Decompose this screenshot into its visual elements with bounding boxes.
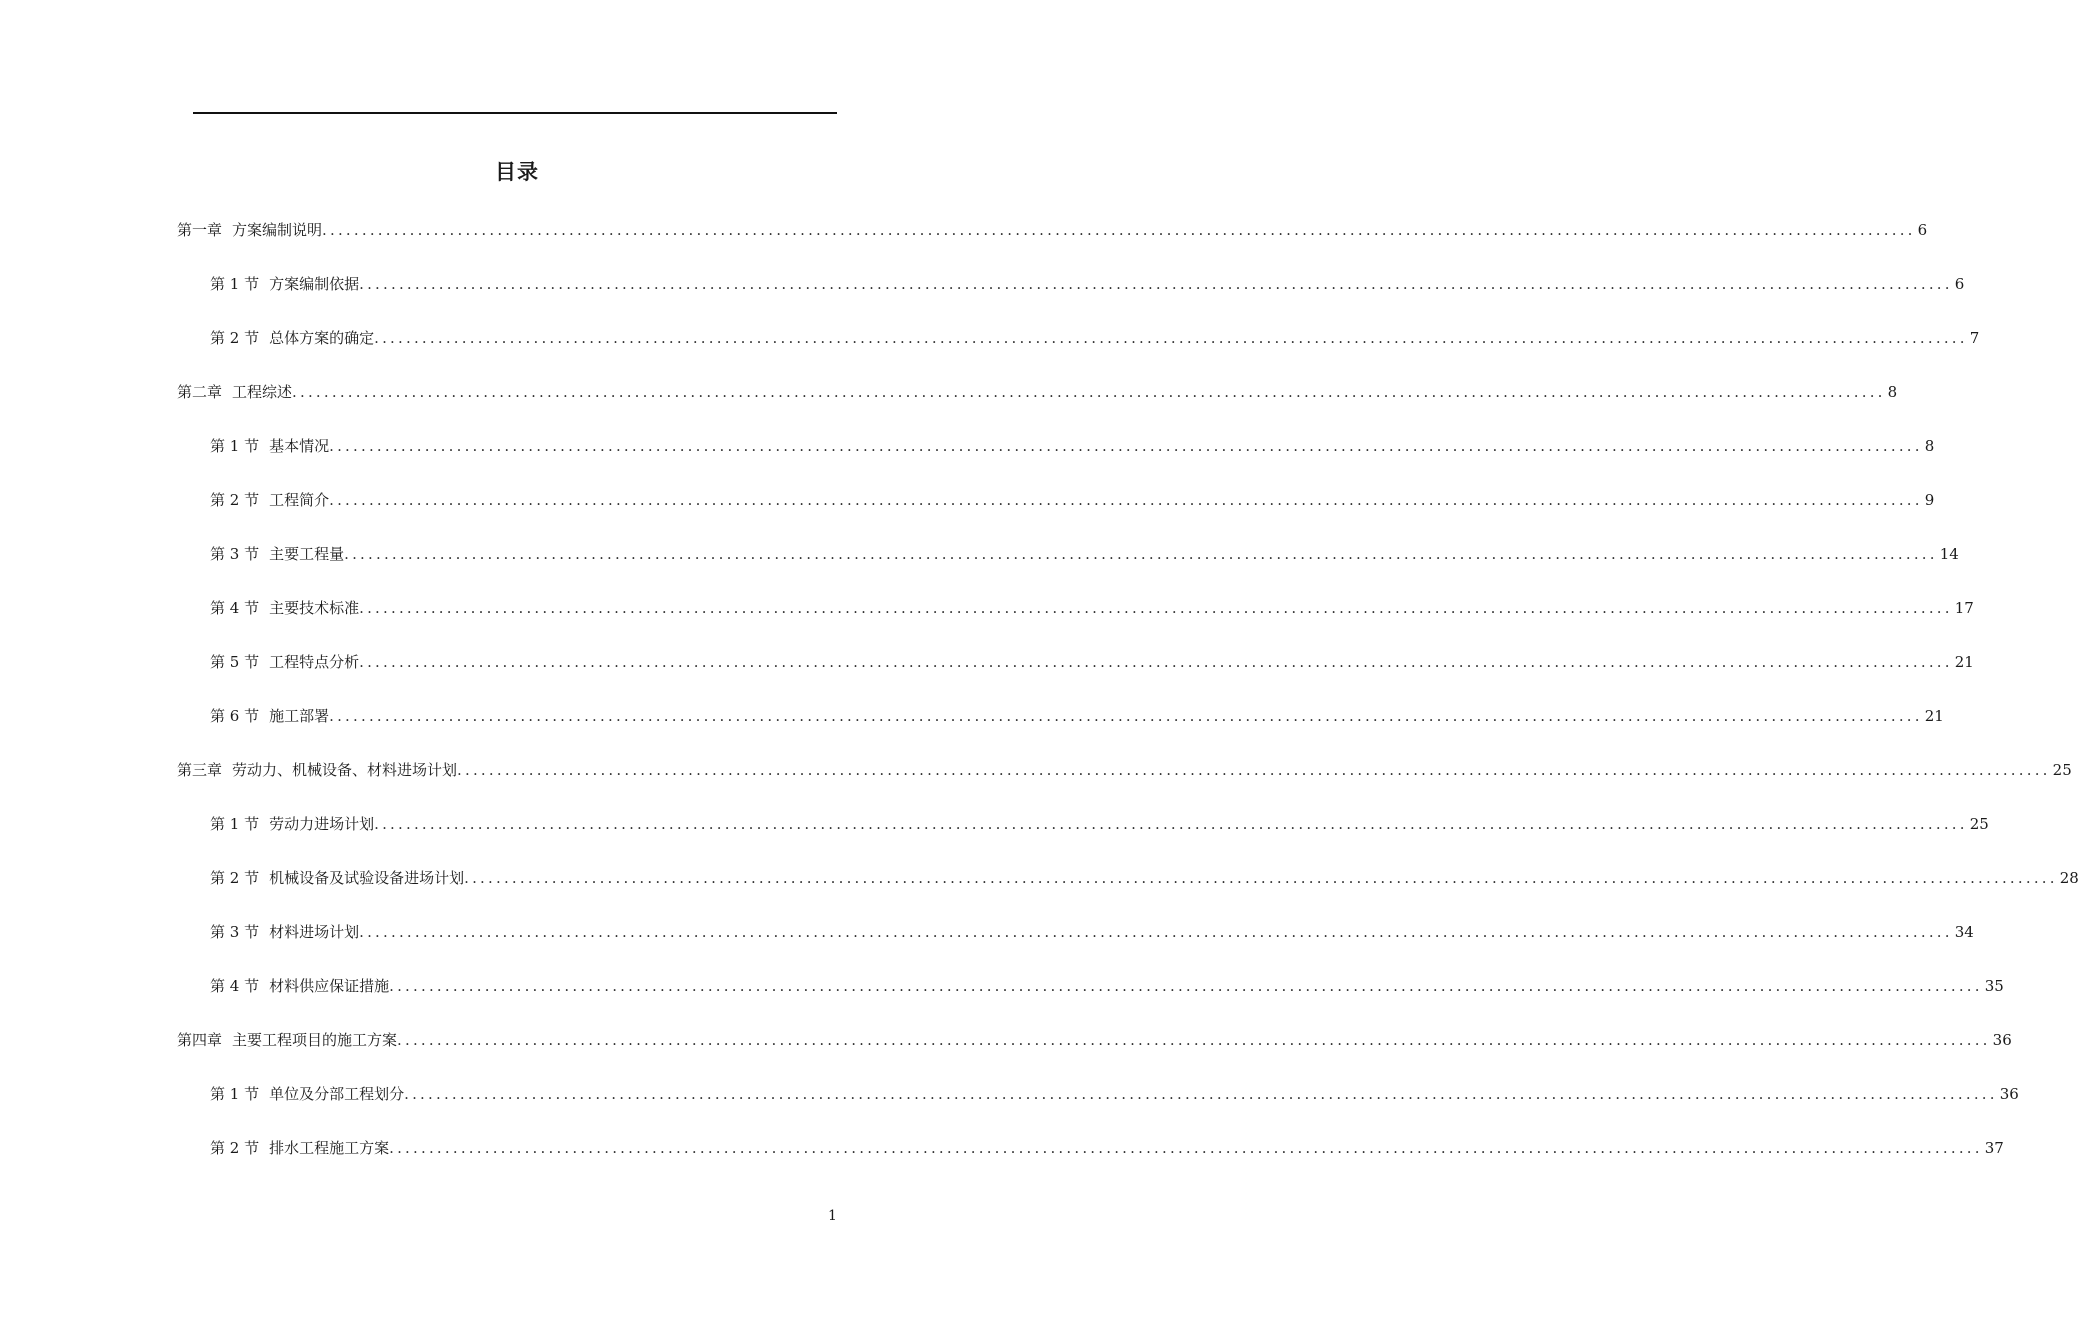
toc-text: 劳动力进场计划: [269, 815, 375, 833]
toc-prefix: 第 2 节: [210, 1139, 260, 1157]
toc-leader: ........................................................................................................................................................................................................: [374, 815, 1968, 833]
toc-prefix: 第 1 节: [210, 275, 260, 293]
toc-label: [210, 597, 359, 619]
toc-leader: ........................................................................................................................................................................................................: [329, 491, 1923, 509]
toc-page-number: 34: [1954, 923, 1974, 941]
toc-prefix: 第 2 节: [210, 491, 260, 509]
toc-entry-section[interactable]: [210, 597, 1974, 619]
toc-entry-section[interactable]: [210, 651, 1974, 673]
toc-prefix: 第 5 节: [210, 653, 260, 671]
toc-prefix: 第一章: [177, 221, 223, 239]
toc-prefix: 第 1 节: [210, 1085, 260, 1103]
toc-page-number: 37: [1984, 1139, 2004, 1157]
toc-page-number: 8: [1887, 383, 1898, 401]
toc-prefix: 第 1 节: [210, 437, 260, 455]
toc-leader: ........................................................................................................................................................................................................: [464, 869, 2058, 887]
toc-text: 施工部署: [269, 707, 330, 725]
toc-text: 排水工程施工方案: [269, 1139, 390, 1157]
toc-leader: ........................................................................................................................................................................................................: [359, 599, 1953, 617]
toc-leader: ........................................................................................................................................................................................................: [359, 275, 1953, 293]
toc-page-number: 25: [1969, 815, 1989, 833]
toc-prefix: 第 2 节: [210, 869, 260, 887]
toc-label: [210, 435, 329, 457]
toc-text: 工程特点分析: [269, 653, 360, 671]
toc-label: [210, 327, 374, 349]
toc-entry-section[interactable]: [210, 435, 1935, 457]
toc-prefix: 第三章: [177, 761, 223, 779]
toc-page-number: 17: [1954, 599, 1974, 617]
toc-label: [210, 651, 359, 673]
toc-page-number: 35: [1984, 977, 2004, 995]
toc-page-number: 28: [2059, 869, 2079, 887]
toc-leader: ........................................................................................................................................................................................................: [374, 329, 1968, 347]
toc-page-number: 8: [1924, 437, 1935, 455]
toc-text: 总体方案的确定: [269, 329, 375, 347]
toc-text: 主要工程项目的施工方案: [232, 1031, 398, 1049]
toc-leader: ........................................................................................................................................................................................................: [344, 545, 1938, 563]
toc-leader: ........................................................................................................................................................................................................: [322, 221, 1916, 239]
toc-leader: ........................................................................................................................................................................................................: [457, 761, 2051, 779]
toc-text: 劳动力、机械设备、材料进场计划: [232, 761, 458, 779]
toc-leader: ........................................................................................................................................................................................................: [359, 923, 1953, 941]
toc-label: [210, 813, 374, 835]
header-rule: [193, 112, 837, 114]
toc-leader: ........................................................................................................................................................................................................: [404, 1085, 1998, 1103]
toc-leader: ........................................................................................................................................................................................................: [359, 653, 1953, 671]
toc-prefix: 第 2 节: [210, 329, 260, 347]
toc-text: 方案编制说明: [232, 221, 323, 239]
toc-page-number: 9: [1924, 491, 1935, 509]
toc-entry-section[interactable]: [210, 921, 1974, 943]
toc-entry-section[interactable]: [210, 489, 1935, 511]
toc-leader: ........................................................................................................................................................................................................: [292, 383, 1886, 401]
toc-entry-chapter[interactable]: [177, 1029, 2012, 1051]
toc-text: 主要技术标准: [269, 599, 360, 617]
toc-prefix: 第二章: [177, 383, 223, 401]
toc-leader: ........................................................................................................................................................................................................: [397, 1031, 1991, 1049]
toc-label: [177, 219, 322, 241]
toc-prefix: 第 4 节: [210, 599, 260, 617]
toc-label: [177, 1029, 397, 1051]
toc-label: [210, 975, 389, 997]
toc-prefix: 第 1 节: [210, 815, 260, 833]
toc-text: 基本情况: [269, 437, 330, 455]
toc-entry-section[interactable]: [210, 327, 1980, 349]
toc-page-number: 6: [1917, 221, 1928, 239]
toc-entry-section[interactable]: [210, 543, 1959, 565]
toc-page-number: 21: [1954, 653, 1974, 671]
toc-label: [210, 1083, 404, 1105]
toc-prefix: 第 3 节: [210, 923, 260, 941]
toc-text: 材料供应保证措施: [269, 977, 390, 995]
toc-label: [177, 759, 457, 781]
page-number: 1: [828, 1208, 837, 1224]
toc-text: 单位及分部工程划分: [269, 1085, 405, 1103]
toc-page-number: 21: [1924, 707, 1944, 725]
toc-text: 工程综述: [232, 383, 293, 401]
toc-prefix: 第 4 节: [210, 977, 260, 995]
toc-entry-section[interactable]: [210, 975, 2004, 997]
toc-entry-chapter[interactable]: [177, 381, 1898, 403]
toc-leader: ........................................................................................................................................................................................................: [329, 437, 1923, 455]
toc-label: [177, 381, 292, 403]
toc-label: [210, 543, 344, 565]
toc-label: [210, 1137, 389, 1159]
toc-label: [210, 273, 359, 295]
toc-entry-section[interactable]: [210, 813, 1989, 835]
toc-entry-section[interactable]: [210, 273, 1965, 295]
toc-text: 机械设备及试验设备进场计划: [269, 869, 465, 887]
toc-label: [210, 867, 464, 889]
toc-entry-chapter[interactable]: [177, 759, 2072, 781]
toc-text: 方案编制依据: [269, 275, 360, 293]
toc-page-number: 14: [1939, 545, 1959, 563]
toc-text: 工程简介: [269, 491, 330, 509]
toc-leader: ........................................................................................................................................................................................................: [329, 707, 1923, 725]
toc-page-number: 25: [2052, 761, 2072, 779]
toc-entry-chapter[interactable]: [177, 219, 1928, 241]
toc-title: 目录: [495, 160, 539, 184]
toc-leader: ........................................................................................................................................................................................................: [389, 977, 1983, 995]
toc-page-number: 36: [1999, 1085, 2019, 1103]
toc-prefix: 第四章: [177, 1031, 223, 1049]
toc-entry-section[interactable]: [210, 705, 1944, 727]
toc-page-number: 7: [1969, 329, 1980, 347]
toc-entry-section[interactable]: [210, 867, 2079, 889]
toc-entry-section[interactable]: [210, 1083, 2019, 1105]
toc-text: 材料进场计划: [269, 923, 360, 941]
toc-label: [210, 921, 359, 943]
toc-text: 主要工程量: [269, 545, 345, 563]
toc-entry-section[interactable]: [210, 1137, 2004, 1159]
toc-page-number: 6: [1954, 275, 1965, 293]
toc-prefix: 第 6 节: [210, 707, 260, 725]
toc-leader: ........................................................................................................................................................................................................: [389, 1139, 1983, 1157]
toc-prefix: 第 3 节: [210, 545, 260, 563]
toc-page-number: 36: [1992, 1031, 2012, 1049]
toc-label: [210, 705, 329, 727]
toc-label: [210, 489, 329, 511]
